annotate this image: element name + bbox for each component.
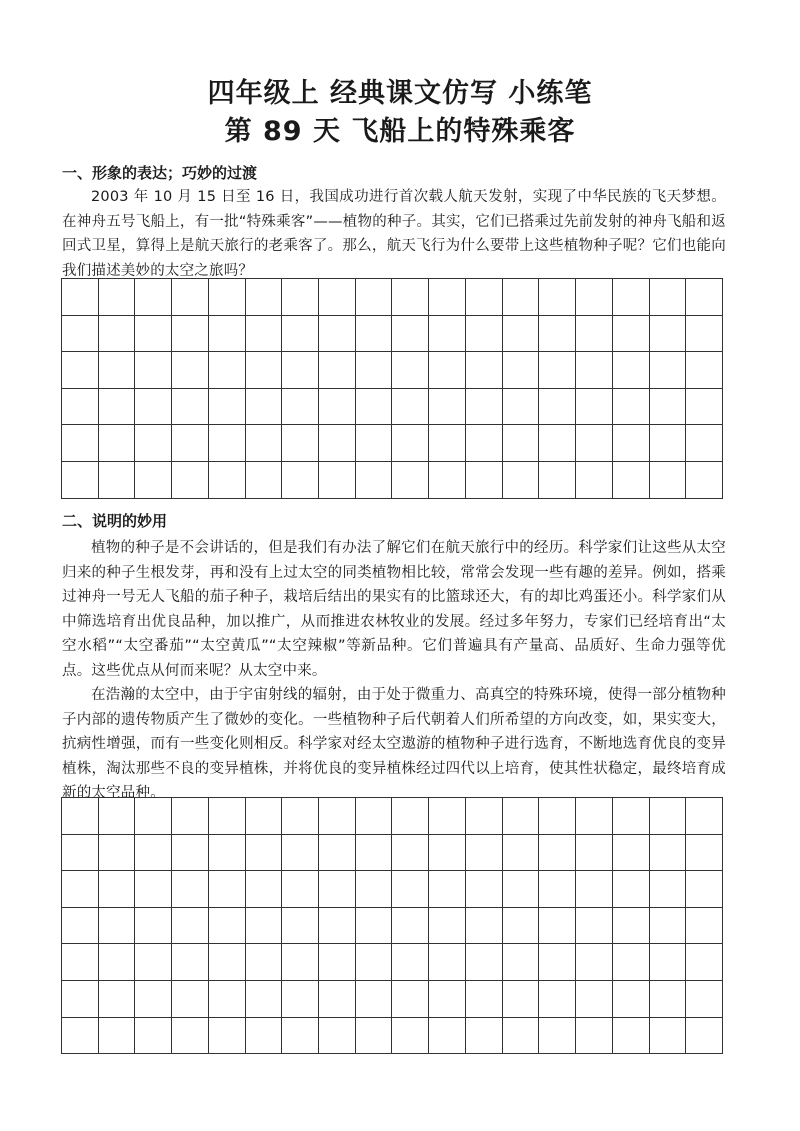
grid-cell[interactable] xyxy=(135,279,172,316)
grid-cell[interactable] xyxy=(503,798,540,835)
grid-cell[interactable] xyxy=(246,425,283,462)
grid-cell[interactable] xyxy=(209,981,246,1018)
grid-cell[interactable] xyxy=(613,279,650,316)
grid-cell[interactable] xyxy=(466,462,503,499)
grid-cell[interactable] xyxy=(99,981,136,1018)
grid-cell[interactable] xyxy=(466,871,503,908)
writing-grid-1[interactable] xyxy=(61,278,723,499)
grid-cell[interactable] xyxy=(392,798,429,835)
grid-cell[interactable] xyxy=(282,389,319,426)
grid-cell[interactable] xyxy=(99,798,136,835)
grid-cell[interactable] xyxy=(319,279,356,316)
grid-cell[interactable] xyxy=(576,1018,613,1055)
grid-cell[interactable] xyxy=(576,835,613,872)
grid-cell[interactable] xyxy=(319,835,356,872)
grid-cell[interactable] xyxy=(429,835,466,872)
grid-cell[interactable] xyxy=(429,871,466,908)
grid-cell[interactable] xyxy=(356,835,393,872)
grid-cell[interactable] xyxy=(209,944,246,981)
grid-cell[interactable] xyxy=(503,389,540,426)
grid-cell[interactable] xyxy=(429,352,466,389)
grid-cell[interactable] xyxy=(62,316,99,353)
grid-cell[interactable] xyxy=(686,908,723,945)
grid-cell[interactable] xyxy=(686,871,723,908)
grid-cell[interactable] xyxy=(392,981,429,1018)
grid-cell[interactable] xyxy=(466,279,503,316)
grid-cell[interactable] xyxy=(319,316,356,353)
grid-cell[interactable] xyxy=(613,462,650,499)
grid-cell[interactable] xyxy=(650,908,687,945)
grid-cell[interactable] xyxy=(392,316,429,353)
grid-cell[interactable] xyxy=(62,944,99,981)
grid-cell[interactable] xyxy=(99,425,136,462)
grid-cell[interactable] xyxy=(576,389,613,426)
grid-cell[interactable] xyxy=(576,981,613,1018)
grid-cell[interactable] xyxy=(539,944,576,981)
grid-cell[interactable] xyxy=(613,389,650,426)
grid-cell[interactable] xyxy=(172,352,209,389)
grid-cell[interactable] xyxy=(209,425,246,462)
grid-cell[interactable] xyxy=(319,462,356,499)
grid-cell[interactable] xyxy=(503,352,540,389)
grid-cell[interactable] xyxy=(576,279,613,316)
grid-cell[interactable] xyxy=(466,352,503,389)
grid-cell[interactable] xyxy=(539,316,576,353)
grid-cell[interactable] xyxy=(62,462,99,499)
grid-cell[interactable] xyxy=(246,1018,283,1055)
grid-cell[interactable] xyxy=(135,835,172,872)
grid-cell[interactable] xyxy=(99,389,136,426)
grid-cell[interactable] xyxy=(172,425,209,462)
grid-cell[interactable] xyxy=(62,908,99,945)
grid-cell[interactable] xyxy=(135,944,172,981)
grid-cell[interactable] xyxy=(650,981,687,1018)
grid-cell[interactable] xyxy=(392,425,429,462)
grid-cell[interactable] xyxy=(209,389,246,426)
grid-cell[interactable] xyxy=(613,425,650,462)
grid-cell[interactable] xyxy=(686,389,723,426)
grid-cell[interactable] xyxy=(613,798,650,835)
grid-cell[interactable] xyxy=(429,798,466,835)
grid-cell[interactable] xyxy=(356,1018,393,1055)
grid-cell[interactable] xyxy=(319,871,356,908)
grid-cell[interactable] xyxy=(99,1018,136,1055)
grid-cell[interactable] xyxy=(650,835,687,872)
grid-cell[interactable] xyxy=(135,352,172,389)
grid-cell[interactable] xyxy=(62,981,99,1018)
grid-cell[interactable] xyxy=(62,425,99,462)
grid-cell[interactable] xyxy=(282,835,319,872)
grid-cell[interactable] xyxy=(99,944,136,981)
grid-cell[interactable] xyxy=(613,908,650,945)
grid-cell[interactable] xyxy=(539,981,576,1018)
grid-cell[interactable] xyxy=(613,871,650,908)
grid-cell[interactable] xyxy=(392,835,429,872)
grid-cell[interactable] xyxy=(135,389,172,426)
grid-cell[interactable] xyxy=(319,981,356,1018)
grid-cell[interactable] xyxy=(356,316,393,353)
grid-cell[interactable] xyxy=(466,389,503,426)
grid-cell[interactable] xyxy=(429,389,466,426)
grid-cell[interactable] xyxy=(503,944,540,981)
grid-cell[interactable] xyxy=(503,981,540,1018)
grid-cell[interactable] xyxy=(356,871,393,908)
grid-cell[interactable] xyxy=(650,279,687,316)
grid-cell[interactable] xyxy=(319,944,356,981)
grid-cell[interactable] xyxy=(576,462,613,499)
grid-cell[interactable] xyxy=(319,908,356,945)
grid-cell[interactable] xyxy=(356,352,393,389)
grid-cell[interactable] xyxy=(246,871,283,908)
grid-cell[interactable] xyxy=(135,462,172,499)
grid-cell[interactable] xyxy=(99,908,136,945)
grid-cell[interactable] xyxy=(686,798,723,835)
grid-cell[interactable] xyxy=(282,1018,319,1055)
section-2-paragraph-1: 植物的种子是不会讲话的，但是我们有办法了解它们在航天旅行中的经历。科学家们让这些从太空归来的种子生根发芽，再和没有上过太空的同类植物相比较，常常会发现一些有趣的差异。例如，搭乘过神舟一号无人飞船的茄子种子，栽培后结出的果实有的比篮球还大，有的却比鸡蛋还小。科学家们从中筛选培育出优良品种，加以推广，从而推进农林牧业的发展。经过多年努力，专家们已经培育出“太空水稻”“太空番茄”“太空黄瓜”“太空辣椒”等新品种。它们普遍具有产量高、品质好、生命力强等优点。这些优点从何而来呢？从太空中来。 xyxy=(62,540,726,679)
grid-cell[interactable] xyxy=(466,908,503,945)
grid-cell[interactable] xyxy=(172,1018,209,1055)
section-2-heading: 二、说明的妙用 xyxy=(62,512,168,530)
grid-cell[interactable] xyxy=(392,871,429,908)
grid-cell[interactable] xyxy=(539,279,576,316)
grid-cell[interactable] xyxy=(539,389,576,426)
grid-cell[interactable] xyxy=(62,279,99,316)
grid-cell[interactable] xyxy=(686,981,723,1018)
grid-cell[interactable] xyxy=(576,871,613,908)
grid-cell[interactable] xyxy=(172,279,209,316)
grid-cell[interactable] xyxy=(650,352,687,389)
grid-cell[interactable] xyxy=(135,981,172,1018)
grid-cell[interactable] xyxy=(62,1018,99,1055)
grid-cell[interactable] xyxy=(319,798,356,835)
grid-cell[interactable] xyxy=(503,425,540,462)
grid-cell[interactable] xyxy=(686,279,723,316)
grid-cell[interactable] xyxy=(135,316,172,353)
grid-cell[interactable] xyxy=(650,425,687,462)
grid-cell[interactable] xyxy=(686,944,723,981)
grid-cell[interactable] xyxy=(650,944,687,981)
grid-cell[interactable] xyxy=(613,316,650,353)
grid-cell[interactable] xyxy=(650,389,687,426)
section-1-heading: 一、形象的表达；巧妙的过渡 xyxy=(62,164,258,182)
grid-cell[interactable] xyxy=(503,1018,540,1055)
grid-cell[interactable] xyxy=(613,944,650,981)
grid-cell[interactable] xyxy=(686,1018,723,1055)
grid-cell[interactable] xyxy=(209,835,246,872)
grid-cell[interactable] xyxy=(246,462,283,499)
grid-cell[interactable] xyxy=(135,871,172,908)
grid-cell[interactable] xyxy=(62,352,99,389)
grid-cell[interactable] xyxy=(209,871,246,908)
grid-cell[interactable] xyxy=(392,389,429,426)
grid-cell[interactable] xyxy=(356,425,393,462)
grid-cell[interactable] xyxy=(503,279,540,316)
grid-cell[interactable] xyxy=(356,798,393,835)
grid-cell[interactable] xyxy=(99,279,136,316)
grid-cell[interactable] xyxy=(246,389,283,426)
title-line-2: 第 89 天 飞船上的特殊乘客 xyxy=(224,116,576,147)
grid-cell[interactable] xyxy=(172,389,209,426)
grid-cell[interactable] xyxy=(466,316,503,353)
grid-cell[interactable] xyxy=(209,316,246,353)
grid-cell[interactable] xyxy=(429,279,466,316)
grid-cell[interactable] xyxy=(686,835,723,872)
grid-cell[interactable] xyxy=(246,352,283,389)
grid-cell[interactable] xyxy=(392,908,429,945)
grid-cell[interactable] xyxy=(503,871,540,908)
grid-cell[interactable] xyxy=(392,462,429,499)
grid-cell[interactable] xyxy=(246,835,283,872)
grid-cell[interactable] xyxy=(576,316,613,353)
grid-cell[interactable] xyxy=(246,279,283,316)
grid-cell[interactable] xyxy=(62,798,99,835)
grid-cell[interactable] xyxy=(282,316,319,353)
title-line-1: 四年级上 经典课文仿写 小练笔 xyxy=(207,78,593,109)
grid-cell[interactable] xyxy=(539,1018,576,1055)
grid-cell[interactable] xyxy=(172,908,209,945)
grid-cell[interactable] xyxy=(356,981,393,1018)
grid-cell[interactable] xyxy=(539,425,576,462)
grid-cell[interactable] xyxy=(650,462,687,499)
grid-cell[interactable] xyxy=(209,1018,246,1055)
grid-cell[interactable] xyxy=(209,352,246,389)
grid-cell[interactable] xyxy=(503,835,540,872)
grid-cell[interactable] xyxy=(503,316,540,353)
grid-cell[interactable] xyxy=(539,462,576,499)
grid-cell[interactable] xyxy=(650,798,687,835)
grid-cell[interactable] xyxy=(172,871,209,908)
grid-cell[interactable] xyxy=(62,835,99,872)
grid-cell[interactable] xyxy=(466,425,503,462)
grid-cell[interactable] xyxy=(135,798,172,835)
grid-cell[interactable] xyxy=(576,944,613,981)
grid-cell[interactable] xyxy=(282,871,319,908)
grid-cell[interactable] xyxy=(172,835,209,872)
grid-cell[interactable] xyxy=(172,462,209,499)
grid-cell[interactable] xyxy=(576,908,613,945)
grid-cell[interactable] xyxy=(319,425,356,462)
grid-cell[interactable] xyxy=(392,944,429,981)
grid-cell[interactable] xyxy=(429,944,466,981)
grid-cell[interactable] xyxy=(503,462,540,499)
grid-cell[interactable] xyxy=(392,352,429,389)
grid-cell[interactable] xyxy=(209,279,246,316)
grid-cell[interactable] xyxy=(246,944,283,981)
grid-cell[interactable] xyxy=(172,944,209,981)
grid-cell[interactable] xyxy=(356,279,393,316)
grid-cell[interactable] xyxy=(135,425,172,462)
section-1-paragraph: 2003 年 10 月 15 日至 16 日，我国成功进行首次载人航天发射，实现了中华民族的飞天梦想。在神舟五号飞船上，有一批“特殊乘客”——植物的种子。其实，它们已搭乘过先前发射的神舟飞船和返回式卫星，算得上是航天旅行的老乘客了。那么，航天飞行为什么要带上这些植物种子呢？它们也能向我们描述美妙的太空之旅吗？ xyxy=(62,189,726,279)
grid-cell[interactable] xyxy=(650,871,687,908)
grid-cell[interactable] xyxy=(282,425,319,462)
grid-cell[interactable] xyxy=(209,798,246,835)
grid-cell[interactable] xyxy=(650,1018,687,1055)
grid-cell[interactable] xyxy=(135,1018,172,1055)
grid-cell[interactable] xyxy=(466,944,503,981)
grid-cell[interactable] xyxy=(356,462,393,499)
grid-cell[interactable] xyxy=(613,835,650,872)
grid-cell[interactable] xyxy=(466,835,503,872)
grid-cell[interactable] xyxy=(613,352,650,389)
grid-cell[interactable] xyxy=(282,279,319,316)
grid-cell[interactable] xyxy=(99,352,136,389)
grid-cell[interactable] xyxy=(686,352,723,389)
grid-cell[interactable] xyxy=(172,316,209,353)
grid-cell[interactable] xyxy=(246,981,283,1018)
grid-cell[interactable] xyxy=(356,908,393,945)
grid-cell[interactable] xyxy=(576,352,613,389)
grid-cell[interactable] xyxy=(686,462,723,499)
grid-cell[interactable] xyxy=(172,798,209,835)
grid-cell[interactable] xyxy=(99,871,136,908)
grid-cell[interactable] xyxy=(539,871,576,908)
grid-cell[interactable] xyxy=(282,352,319,389)
grid-cell[interactable] xyxy=(576,425,613,462)
grid-cell[interactable] xyxy=(429,1018,466,1055)
grid-cell[interactable] xyxy=(466,981,503,1018)
grid-cell[interactable] xyxy=(62,871,99,908)
grid-cell[interactable] xyxy=(172,981,209,1018)
grid-cell[interactable] xyxy=(429,462,466,499)
grid-cell[interactable] xyxy=(429,425,466,462)
grid-cell[interactable] xyxy=(429,981,466,1018)
grid-cell[interactable] xyxy=(539,798,576,835)
grid-cell[interactable] xyxy=(539,352,576,389)
grid-cell[interactable] xyxy=(99,462,136,499)
grid-cell[interactable] xyxy=(282,908,319,945)
grid-cell[interactable] xyxy=(319,1018,356,1055)
grid-cell[interactable] xyxy=(282,798,319,835)
section-2-paragraph-2: 在浩瀚的太空中，由于宇宙射线的辐射，由于处于微重力、高真空的特殊环境，使得一部分植物种子内部的遗传物质产生了微妙的变化。一些植物种子后代朝着人们所希望的方向改变，如，果实变大，抗病性增强，而有一些变化则相反。科学家对经太空遨游的植物种子进行选育，不断地选育优良的变异植株，淘汰那些不良的变异植株，并将优良的变异植株经过四代以上培育，使其性状稳定，最终培育成新的太空品种。 xyxy=(62,687,726,801)
grid-cell[interactable] xyxy=(650,316,687,353)
grid-cell[interactable] xyxy=(209,908,246,945)
grid-cell[interactable] xyxy=(282,981,319,1018)
grid-cell[interactable] xyxy=(62,389,99,426)
grid-cell[interactable] xyxy=(613,981,650,1018)
grid-cell[interactable] xyxy=(686,316,723,353)
grid-cell[interactable] xyxy=(99,316,136,353)
grid-cell[interactable] xyxy=(356,389,393,426)
grid-cell[interactable] xyxy=(282,462,319,499)
grid-cell[interactable] xyxy=(319,389,356,426)
grid-cell[interactable] xyxy=(539,908,576,945)
grid-cell[interactable] xyxy=(135,908,172,945)
grid-cell[interactable] xyxy=(429,908,466,945)
writing-grid-2[interactable] xyxy=(61,797,723,1054)
grid-cell[interactable] xyxy=(503,908,540,945)
grid-cell[interactable] xyxy=(686,425,723,462)
grid-cell[interactable] xyxy=(576,798,613,835)
grid-cell[interactable] xyxy=(466,798,503,835)
grid-cell[interactable] xyxy=(282,944,319,981)
grid-cell[interactable] xyxy=(99,835,136,872)
grid-cell[interactable] xyxy=(392,279,429,316)
grid-cell[interactable] xyxy=(319,352,356,389)
grid-cell[interactable] xyxy=(246,908,283,945)
grid-cell[interactable] xyxy=(246,798,283,835)
grid-cell[interactable] xyxy=(392,1018,429,1055)
grid-cell[interactable] xyxy=(613,1018,650,1055)
grid-cell[interactable] xyxy=(466,1018,503,1055)
grid-cell[interactable] xyxy=(539,835,576,872)
grid-cell[interactable] xyxy=(246,316,283,353)
grid-cell[interactable] xyxy=(356,944,393,981)
grid-cell[interactable] xyxy=(209,462,246,499)
grid-cell[interactable] xyxy=(429,316,466,353)
